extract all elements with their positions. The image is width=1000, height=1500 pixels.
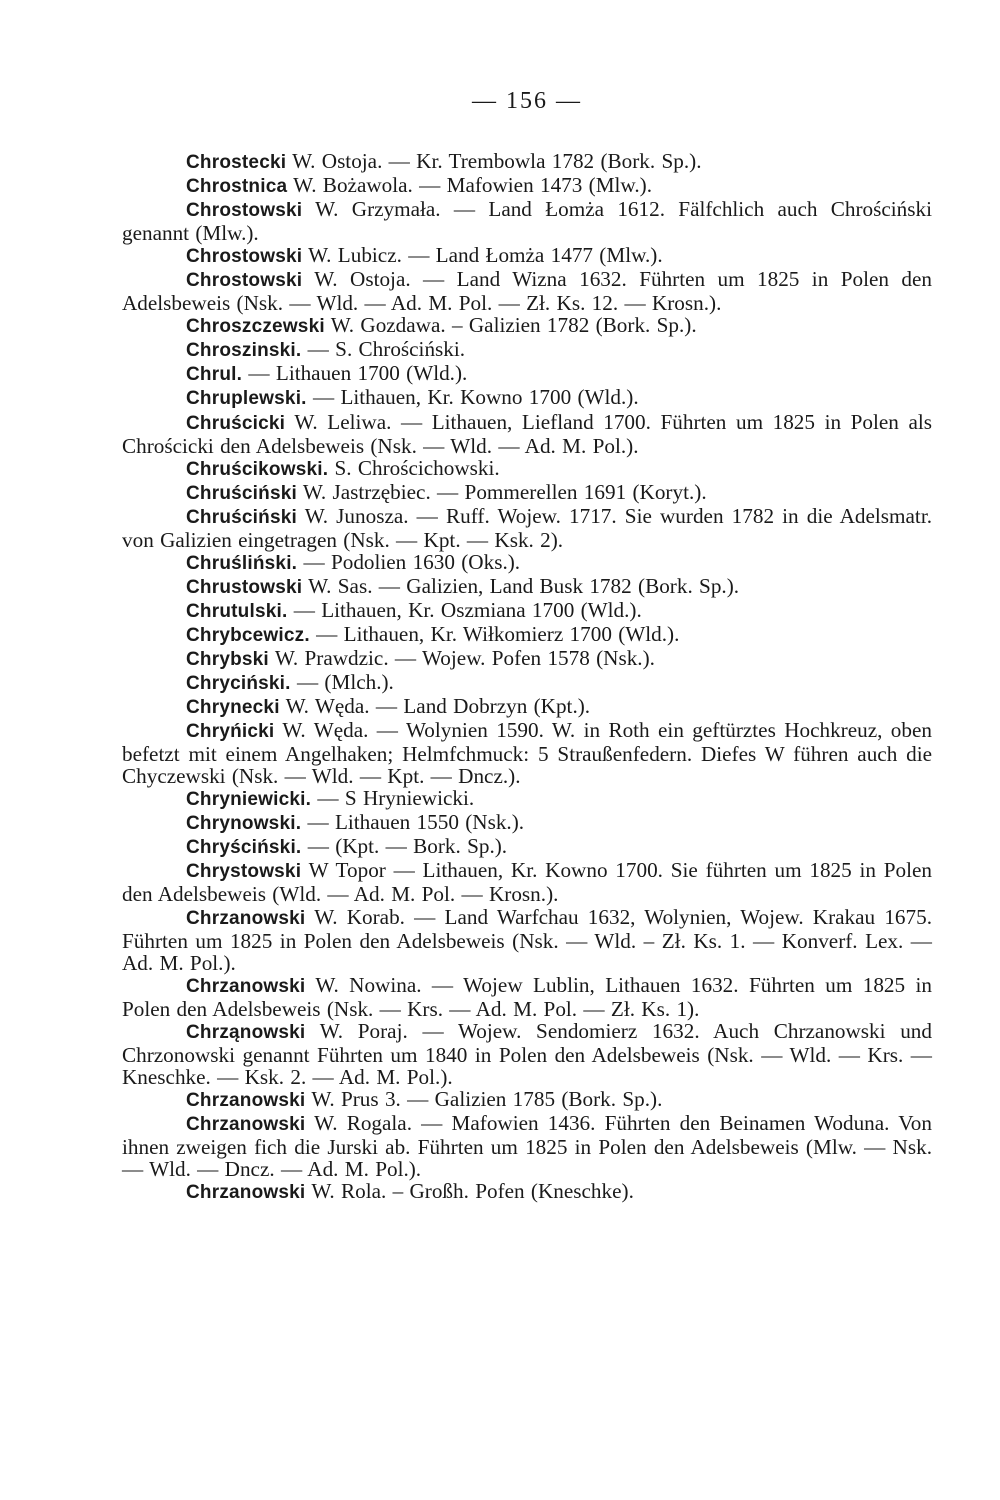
entry-surname: Chryściński. [186,837,302,859]
entry-surname: Chruścikowski. [186,458,329,480]
entry-surname: Chrynecki [186,697,280,719]
entry-surname: Chruściński [186,506,297,528]
entry-description: W. Ostoja. — Kr. Trembowla 1782 (Bork. Sp.). [286,149,702,173]
entry-description: W. Jastrzębiec. — Pommerellen 1691 (Koryt.). [296,479,707,504]
entry [122,198,932,244]
entry [122,695,932,719]
entry-surname: Chrzanowski [186,1182,306,1204]
entry-description: — Podolien 1630 (Oks.). [297,549,521,574]
entry-description: — Lithauen, Kr. Wiłkomierz 1700 (Wld.). [309,621,680,646]
entry-description: W. Bożawola. — Mafowien 1473 (Mlw.). [287,173,653,198]
entry-surname: Chrutulski. [186,600,288,622]
entry-surname: Chroszczewski [186,316,325,338]
entry [122,481,932,505]
entry-description: — Lithauen, Kr. Oszmiana 1700 (Wld.). [287,597,642,622]
entry-surname: Chrostowski [186,246,303,268]
entry-description: W. Ostoja. — Land Wizna 1632. Führten um 1825 in Polen den Adelsbeweis (Nsk. — Wld. — Ad. M. Pol. — Zł. Ks. 12. — Krosn.). [122,267,932,316]
entry-surname: Chrostecki [186,152,287,173]
entry [122,244,932,268]
entry [122,787,932,811]
entry [122,314,932,338]
entry-surname: Chrynowski. [186,813,302,835]
entry [122,150,932,174]
entry-surname: Chrostowski [186,200,303,222]
entry-surname: Chroszinski. [186,340,302,362]
entry-description: — (Mlch.). [290,670,394,695]
entry-surname: Chryńicki [186,721,275,743]
entry-description: W. Prawdzic. — Wojew. Pofen 1578 (Nsk.). [268,645,655,670]
entry [122,599,932,623]
entry-description: W. Korab. — Land Warfchau 1632, Wolynien, Wojew. Krakau 1675. Führten um 1825 in Polen den Adelsbeweis (Nsk. — Wld. – Zł. Ks. 1. — Konverf. Lex. — Ad. M. Pol.). [122,904,932,975]
entry [122,268,932,314]
entry [122,1020,932,1088]
entry [122,974,932,1020]
entry-surname: Chryniewicki. [186,789,312,811]
entry-surname: Chrzanowski [186,1089,306,1111]
entry-description: — S. Chrościński. [301,337,466,362]
entry [122,811,932,835]
entry-description: — Lithauen 1550 (Nsk.). [301,810,525,835]
entry-list [122,150,932,1204]
entry [122,1112,932,1180]
entry-description: — Lithauen 1700 (Wld.). [242,361,468,386]
entry-surname: Chrul. [186,364,243,386]
entry [122,551,932,575]
entry-description: W. Poraj. — Wojew. Sendomierz 1632. Auch Chrzanowski und Chrzonowski genannt Führten um 1840 in Polen den Adelsbeweis (Nsk. — Wld. — Krs. — Kneschke. — Ksk. 2. — Ad. M. Pol.). [122,1018,932,1089]
entry-description: W Topor — Lithauen, Kr. Kowno 1700. Sie führten um 1825 in Polen den Adelsbeweis (Wld. — Ad. M. Pol. — Krosn.). [122,858,932,907]
entry [122,457,932,481]
entry-description: W. Rogala. — Mafowien 1436. Führten den Beinamen Woduna. Von ihnen zweigen fich die Jurski ab. Führten um 1825 in Polen den Adelsbeweis (Mlw. — Nsk. — Wld. — Dncz. — Ad. M. Pol.). [122,1110,932,1182]
entry-description: — Lithauen, Kr. Kowno 1700 (Wld.). [306,385,639,410]
entry [122,719,932,787]
entry-surname: Chryciński. [186,673,291,695]
entry-surname: Chrzanowski [186,1113,306,1135]
entry-description: W. Sas. — Galizien, Land Busk 1782 (Bork. Sp.). [302,573,740,598]
entry [122,575,932,599]
entry [122,859,932,905]
entry [122,1088,932,1112]
page-number: — 156 — [472,88,582,114]
entry [122,338,932,362]
entry-description: W. Węda. — Wolynien 1590. W. in Roth ein geftürztes Hochkreuz, oben befetzt mit einem Angelhaken; Helmfchmuck: 5 Straußenfedern. Diefes W führen auch die Chyczewski (Nsk. — Wld. — Kpt. — Dncz.). [122,718,932,789]
entry-description: S. Chrościchowski. [328,455,500,480]
entry-surname: Chrybski [186,648,269,670]
entry [122,174,932,198]
entry-description: W. Nowina. — Wojew Lublin, Lithauen 1632. Führten um 1825 in Polen den Adelsbeweis (Nsk. — Krs. — Ad. M. Pol. — Zł. Ks. 1). [122,972,932,1021]
entry-description: W. Węda. — Land Dobrzyn (Kpt.). [279,694,591,719]
entry [122,906,932,974]
entry [122,386,932,410]
entry [122,623,932,647]
entry [122,647,932,671]
entry-surname: Chrzanowski [186,907,306,929]
entry-surname: Chrostowski [186,270,303,292]
entry-surname: Chruścicki [186,412,286,434]
entry-description: W. Gozdawa. – Galizien 1782 (Bork. Sp.). [324,313,697,338]
entry [122,411,932,457]
entry [122,671,932,695]
entry-description: W. Grzymała. — Land Łomża 1612. Fälfchlich auch Chrościński genannt (Mlw.). [122,197,932,246]
entry-surname: Chrystowski [186,861,302,883]
entry-description: W. Lubicz. — Land Łomża 1477 (Mlw.). [302,243,663,268]
entry-surname: Chrząnowski [186,1021,306,1043]
entry-surname: Chruściński [186,482,297,504]
entry [122,505,932,551]
entry-surname: Chrybcewicz. [186,624,310,646]
entry-description: — (Kpt. — Bork. Sp.). [301,834,508,859]
entry [122,835,932,859]
entry [122,1180,932,1204]
entry-description: W. Rola. – Großh. Pofen (Kneschke). [305,1179,634,1204]
entry-surname: Chrzanowski [186,975,306,997]
entry-description: W. Leliwa. — Lithauen, Liefland 1700. Führten um 1825 in Polen als Chrościcki den Adelsbeweis (Nsk. — Wld. — Ad. M. Pol.). [122,409,932,458]
entry-surname: Chruplewski. [186,388,307,410]
entry-surname: Chruśliński. [186,552,298,574]
entry-description: — S Hryniewicki. [311,786,475,811]
entry-surname: Chrustowski [186,576,303,598]
entry [122,362,932,386]
entry-description: W. Junosza. — Ruff. Wojew. 1717. Sie wurden 1782 in die Adelsmatr. von Galizien eingetragen (Nsk. — Kpt. — Ksk. 2). [122,503,932,552]
entry-description: W. Prus 3. — Galizien 1785 (Bork. Sp.). [305,1086,663,1111]
entry-surname: Chrostnica [186,176,288,198]
